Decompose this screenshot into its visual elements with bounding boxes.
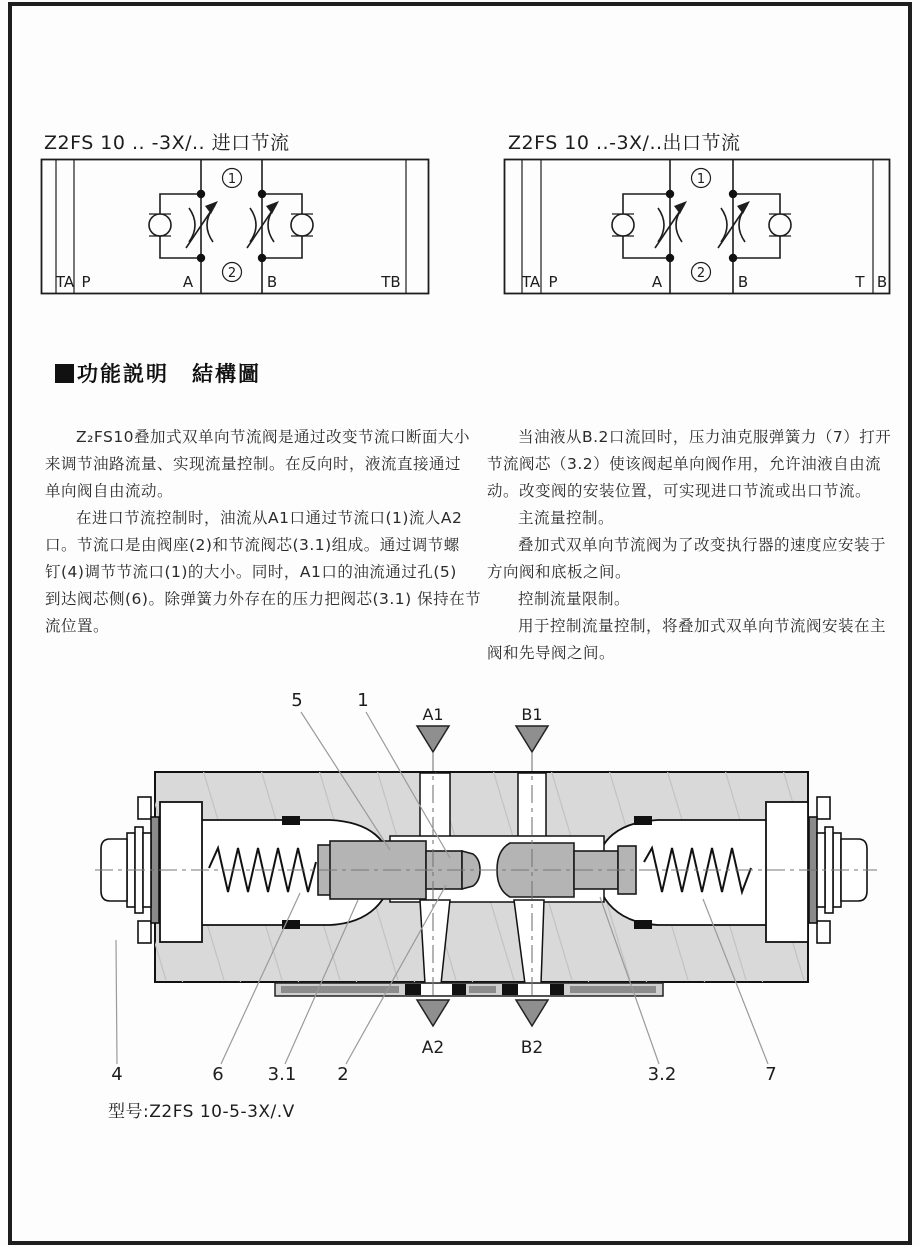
junction-dot: [258, 190, 266, 198]
junction-dot: [666, 190, 674, 198]
section-header: [55, 358, 261, 388]
port-label-p: P: [548, 273, 558, 291]
node-label-2: 2: [696, 266, 706, 281]
port-label-a1: A1: [422, 705, 444, 724]
text-column-left: [45, 424, 482, 640]
check-valve-symbol: [262, 194, 313, 258]
check-valve-symbol: [612, 194, 670, 258]
schematic-right-diagram: [503, 158, 893, 295]
item-label-6: 6: [212, 1064, 224, 1085]
port-label-b: B: [266, 273, 278, 291]
junction-dot: [258, 254, 266, 262]
check-valve-symbol: [733, 194, 791, 258]
text-line: 单向阀自由流动。: [45, 482, 174, 500]
item-label-1: 1: [357, 690, 369, 711]
text-line: 当油液从B.2口流回时，压力油克服弹簧力（7）打开: [518, 428, 892, 446]
schematic-left-title: Z2FS 10 .. -3X/.. 进口节流: [44, 132, 290, 154]
oring-seal: [634, 816, 652, 825]
text-line: 用于控制流量控制，将叠加式双单向节流阀安装在主: [518, 617, 887, 635]
text-line: 在进口节流控制时，油流从A1口通过节流口(1)流人A2: [76, 509, 463, 527]
junction-dot: [197, 254, 205, 262]
text-line: 到达阀芯侧(6)。除弹簧力外存在的压力把阀芯(3.1) 保持在节: [45, 590, 482, 608]
node-label-1: 1: [696, 172, 706, 187]
text-line: 口。节流口是由阀座(2)和节流阀芯(3.1)组成。通过调节螺: [45, 536, 460, 554]
port-label-t: T: [855, 273, 865, 291]
end-plug-left: [160, 802, 202, 942]
throttle-symbol: [718, 201, 750, 248]
text-line: 叠加式双单向节流阀为了改变执行器的速度应安装于: [518, 536, 887, 554]
port-label-tb: TB: [381, 273, 401, 291]
oring-seal: [282, 920, 300, 929]
text-line: 方向阀和底板之间。: [487, 563, 632, 581]
port-arrow-a1: [417, 726, 449, 752]
text-line: 动。改变阀的安装位置，可实现进口节流或出口节流。: [487, 482, 872, 500]
port-label-p: P: [81, 273, 91, 291]
item-label-2: 2: [337, 1064, 349, 1085]
port-channel-a1: [420, 773, 450, 839]
junction-dot: [197, 190, 205, 198]
junction-dot: [666, 254, 674, 262]
port-label-b1: B1: [521, 705, 543, 724]
node-label-2: 2: [227, 266, 237, 281]
port-label-b: B: [737, 273, 749, 291]
text-line: 阀和先导阀之间。: [487, 644, 616, 662]
schematic-left-diagram: [40, 158, 430, 295]
item-label-4: 4: [111, 1064, 123, 1085]
throttle-symbol: [655, 201, 687, 248]
text-line: 钉(4)调节节流口(1)的大小。同时，A1口的油流通过孔(5): [45, 563, 457, 581]
text-line: 主流量控制。: [518, 509, 615, 527]
port-label-ta: TA: [521, 273, 541, 291]
valve-cross-section: [90, 685, 885, 1135]
port-label-ta: TA: [55, 273, 75, 291]
port-arrow-a2: [417, 1000, 449, 1026]
item-label-3-2: 3.2: [647, 1064, 677, 1085]
black-square-bullet-icon: [55, 364, 74, 383]
bottom-plate: [275, 983, 663, 996]
text-column-right: [487, 424, 907, 667]
oring-seal: [282, 816, 300, 825]
oring-seal: [634, 920, 652, 929]
item-label-7: 7: [765, 1064, 777, 1085]
item-label-5: 5: [291, 690, 303, 711]
model-number: 型号:Z2FS 10-5-3X/.V: [108, 1102, 295, 1122]
text-line: 来调节油路流量、实现流量控制。在反向时，液流直接通过: [45, 455, 462, 473]
port-label-b2: B2: [520, 1038, 544, 1058]
port-arrow-b1: [516, 726, 548, 752]
throttle-symbol: [186, 201, 218, 248]
port-label-b-right: B: [876, 273, 888, 291]
text-line: 控制流量限制。: [518, 590, 631, 608]
section-header-text: 功能説明 結構圖: [77, 362, 261, 386]
port-label-a: A: [651, 273, 663, 291]
node-label-1: 1: [227, 172, 237, 187]
port-arrow-b2: [516, 1000, 548, 1026]
junction-dot: [729, 190, 737, 198]
throttle-symbol: [247, 201, 279, 248]
text-line: 节流阀芯（3.2）使该阀起单向阀作用，允许油液自由流: [487, 455, 882, 473]
end-plug-right: [766, 802, 808, 942]
junction-dot: [729, 254, 737, 262]
check-valve-symbol: [149, 194, 201, 258]
port-label-a2: A2: [421, 1038, 445, 1058]
item-label-3-1: 3.1: [267, 1064, 297, 1085]
text-line: Z₂FS10叠加式双单向节流阀是通过改变节流口断面大小: [76, 428, 471, 446]
schematic-right-title: Z2FS 10 ..-3X/..出口节流: [508, 132, 741, 154]
port-label-a: A: [182, 273, 194, 291]
text-line: 流位置。: [45, 617, 110, 635]
